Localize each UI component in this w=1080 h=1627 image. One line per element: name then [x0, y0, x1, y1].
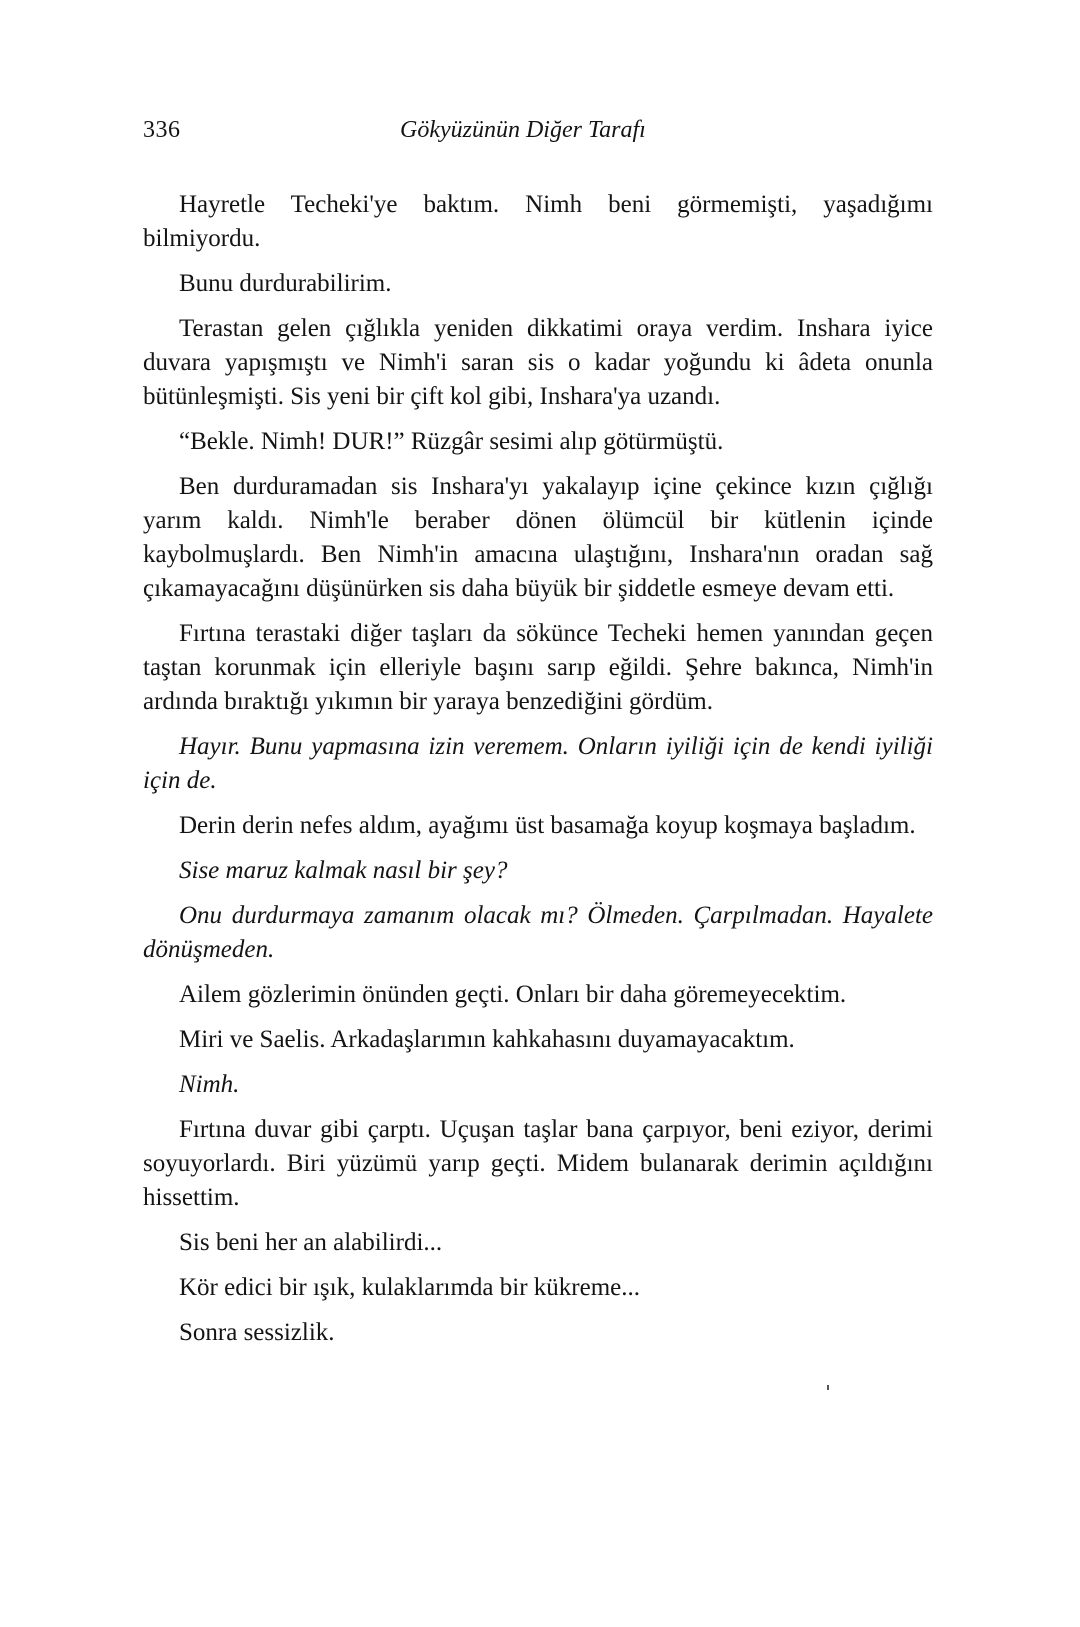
paragraph: Sis beni her an alabilirdi...: [179, 1229, 443, 1256]
italic-paragraph: Sise maruz kalmak nasıl bir şey?: [179, 857, 508, 884]
paragraph: Sonra sessizlik.: [179, 1319, 335, 1346]
scan-speck: [827, 1385, 829, 1390]
paragraph: “Bekle. Nimh! DUR!” Rüzgâr sesimi alıp götürmüştü.: [179, 428, 724, 455]
paragraph: Kör edici bir ışık, kulaklarımda bir kükreme...: [179, 1274, 640, 1301]
paragraph: Terastan gelen çığlıkla yeniden dikkatimi oraya verdim. Inshara iyice duvara yapışmıştı ve Nimh'i saran sis o kadar yoğundu ki âdeta onunla bütünleşmişti. Sis yeni bir çift kol gibi, Inshara'ya uzandı.: [143, 315, 933, 410]
paragraph: Hayretle Techeki'ye baktım. Nimh beni görmemişti, yaşadığımı bilmiyordu.: [143, 191, 933, 252]
italic-paragraph: Nimh.: [179, 1071, 240, 1098]
paragraph: Bunu durdurabilirim.: [179, 270, 392, 297]
paragraph: Fırtına duvar gibi çarptı. Uçuşan taşlar bana çarpıyor, beni eziyor, derimi soyuyorlardı. Biri yüzümü yarıp geçti. Midem bulanarak derimin açıldığını hissettim.: [143, 1116, 933, 1211]
page-header: [143, 117, 933, 157]
paragraph: Derin derin nefes aldım, ayağımı üst basamağa koyup koşmaya başladım.: [179, 812, 916, 839]
paragraph: Fırtına terastaki diğer taşları da sökünce Techeki hemen yanından geçen taştan korunmak için elleriyle başını sarıp eğildi. Şehre bakınca, Nimh'in ardında bıraktığı yıkımın bir yaraya benzediğini gördüm.: [143, 620, 933, 715]
italic-paragraph: Hayır. Bunu yapmasına izin veremem. Onların iyiliği için de kendi iyiliği için de.: [143, 733, 933, 794]
paragraph: Miri ve Saelis. Arkadaşlarımın kahkahasını duyamayacaktım.: [179, 1026, 795, 1053]
paragraph: Ailem gözlerimin önünden geçti. Onları bir daha göremeyecektim.: [179, 981, 847, 1008]
italic-paragraph: Onu durdurmaya zamanım olacak mı? Ölmeden. Çarpılmadan. Hayalete dönüşmeden.: [143, 902, 933, 963]
paragraph: Ben durduramadan sis Inshara'yı yakalayıp içine çekince kızın çığlığı yarım kaldı. Nimh'le beraber dönen ölümcül bir kütlenin içinde kaybolmuşlardı. Ben Nimh'in amacına ulaştığını, Inshara'nın oradan sağ çıkamayacağını düşünürken sis daha büyük bir şiddetle esmeye devam etti.: [143, 473, 933, 602]
running-title: Gökyüzünün Diğer Tarafı: [400, 117, 646, 143]
body-text: [143, 188, 933, 1361]
page-number: 336: [143, 117, 181, 143]
